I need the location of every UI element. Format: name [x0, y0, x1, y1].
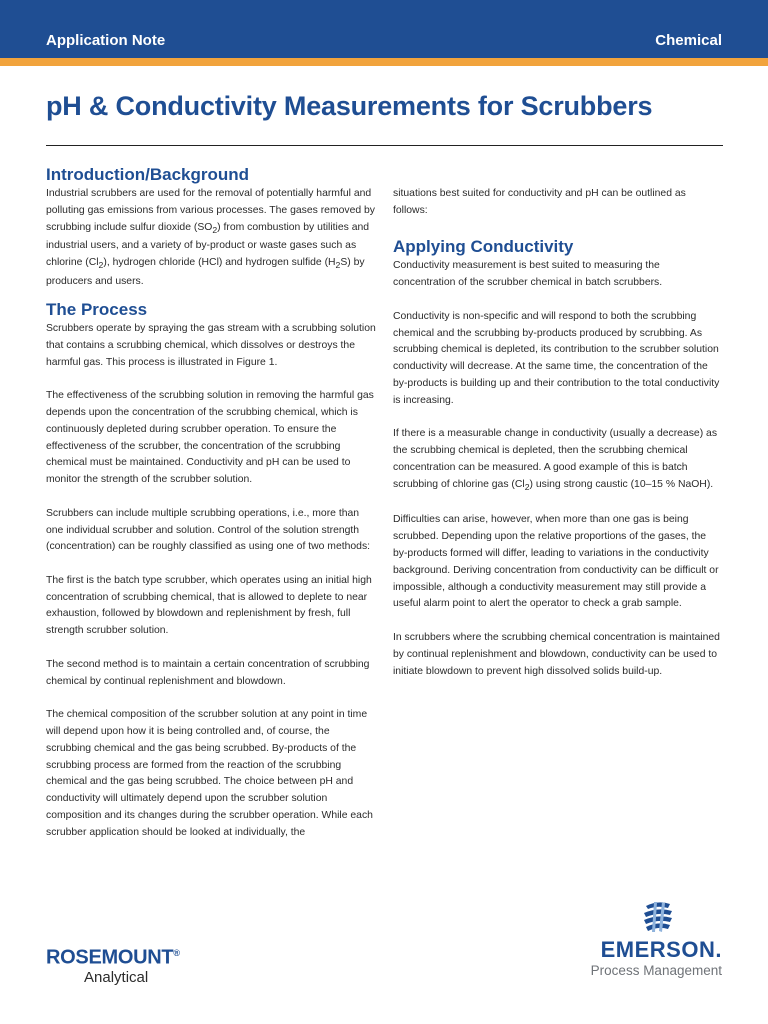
body-paragraph: Scrubbers operate by spraying the gas stream with a scrubbing solution that contains a scrubbing chemical, which dissolves or destroys the harmful gas. This process is illustrated in Figure 1. — [46, 322, 376, 368]
left-column — [46, 164, 376, 858]
body-paragraph: If there is a measurable change in conductivity (usually a decrease) as the scrubbing chemical is depleted, then the scrubbing chemical concentration can be measured. A good example of this is batch scrubbing of chlorine gas $(Cl_2)$ using strong caustic (10–15 % NaOH). — [393, 428, 718, 492]
emerson-logo — [572, 900, 722, 984]
body-paragraph: The first is the batch type scrubber, which operates using an initial high concentration of scrubbing chemical, that is allowed to deplete to near exhaustion, followed by blowdown and replenishment by fresh, full strength scrubber solution. — [46, 574, 372, 637]
body-paragraph: The chemical composition of the scrubber solution at any point in time will depend upon how it is being controlled and, of course, the scrubbing chemical and the gas being scrubbed. By-products of the scrubbing process are formed from the reaction of the scrubbing chemical and the gas being scrubbed. The choice between pH and conductivity will ultimately depend upon the scrubber solution composition and its changes during the scrubber operation. While each scrubber application should be looked at individually, the — [46, 709, 373, 838]
rosemount-subtitle: Analytical — [84, 968, 149, 986]
header-accent-stripe — [0, 58, 768, 66]
header-doc-type: Application Note — [46, 32, 166, 49]
right-column — [393, 186, 723, 697]
body-paragraph: Scrubbers can include multiple scrubbing operations, i.e., more than one individual scrubber and solution. Control of the solution strength (concentration) can be roughly classified as using one of two methods: — [46, 507, 371, 553]
body-paragraph: The second method is to maintain a certain concentration of scrubbing chemical by continual replenishment and blowdown. — [46, 658, 370, 687]
body-paragraph: The effectiveness of the scrubbing solution in removing the harmful gas depends upon the concentration of the scrubbing chemical, which is continuously depleted during scrubber operation. To ensure the effectiveness of the scrubber, the concentration of the scrubbing chemical must be maintained. Conductivity and pH can be used to monitor the strength of the scrubber solution. — [46, 390, 374, 486]
body-paragraph: situations best suited for conductivity and pH can be outlined as follows: — [393, 188, 686, 216]
body-paragraph: Industrial scrubbers are used for the removal of potentially harmful and polluting gas emissions from various processes. The gases removed by scrubbing include sulfur dioxide $(SO_2)$ from combustion by utilities and industrial users, and a variety of by-product or waste gases such as chlorine $(Cl_2)$, hydrogen chloride (HCl) and hydrogen sulfide $(H_2S)$ by producers and users. — [46, 188, 375, 288]
header-category: Chemical — [655, 32, 722, 49]
emerson-wordmark: EMERSON. — [600, 937, 722, 962]
body-paragraph: In scrubbers where the scrubbing chemical concentration is maintained by continual replenishment and blowdown, conductivity can be used to initiate blowdown to prevent high dissolved solids build-up. — [393, 632, 720, 677]
emerson-subtitle: Process Management — [590, 963, 722, 978]
section-heading: Applying Conductivity — [393, 237, 574, 257]
section-heading: Introduction/Background — [46, 165, 250, 184]
emerson-globe-icon — [640, 900, 676, 934]
title-divider — [46, 145, 723, 146]
body-paragraph: Conductivity is non-specific and will respond to both the scrubbing chemical and the scrubbing by-products produced by scrubbing. As scrubbing chemical is depleted, its contribution to the scrubber solution conductivity will decrease. At the same time, the concentration of the by-products is building up and their contribution to the total conductivity is increasing. — [393, 310, 720, 406]
section-heading: The Process — [46, 299, 148, 319]
body-paragraph: Conductivity measurement is best suited to measuring the concentration of the scrubber chemical in batch scrubbers. — [393, 260, 663, 289]
rosemount-logo — [46, 942, 180, 987]
rosemount-wordmark: ROSEMOUNT® — [46, 946, 180, 969]
page-title: pH & Conductivity Measurements for Scrubbers — [46, 91, 653, 121]
body-paragraph: Difficulties can arise, however, when more than one gas is being scrubbed. Depending upon the relative proportions of the gases, the by-products formed will differ, leading to variations in the conductivity background. Deriving concentration from conductivity can be difficult or impossible, although a conductivity measurement may still provide a useful alarm point to alert the operator to check a grab sample. — [393, 514, 719, 610]
